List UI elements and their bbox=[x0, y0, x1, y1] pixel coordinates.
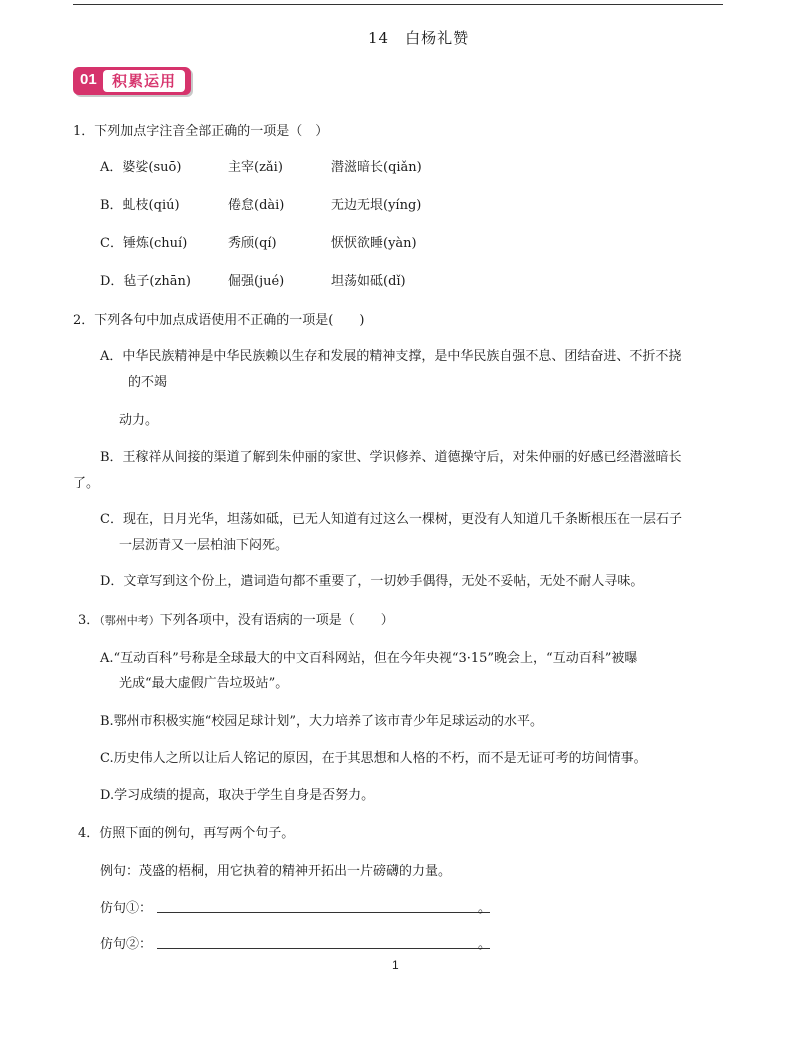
q4-blank-1-period: 。 bbox=[478, 901, 492, 916]
q1-option-c-2: 秀颀(qí) bbox=[228, 236, 277, 251]
q2-option-c-line2: 一层沥青又一层柏油下闷死。 bbox=[119, 538, 289, 553]
q3-option-d: D.学习成绩的提高，取决于学生自身是否努力。 bbox=[100, 788, 375, 803]
q4-blank-1-label: 仿句①： bbox=[100, 901, 153, 916]
q2-option-b-line2: 了。 bbox=[73, 476, 100, 491]
page-title: 14 白杨礼赞 bbox=[368, 29, 470, 47]
q1-option-b-2: 倦怠(dài) bbox=[228, 198, 285, 213]
q1-option-b-1: B．虬枝(qiú) bbox=[100, 198, 180, 213]
page-number: 1 bbox=[392, 958, 399, 972]
q2-option-b-line1: B．王稼祥从间接的渠道了解到朱仲丽的家世、学识修养、道德操守后，对朱仲丽的好感已经潜滋暗长 bbox=[100, 450, 682, 465]
q1-option-a-2: 主宰(zǎi) bbox=[228, 160, 283, 175]
q1-option-d-1: D．毡子(zhān) bbox=[100, 274, 191, 289]
q4-answer-line-1[interactable] bbox=[157, 912, 490, 913]
section-label: 积累运用 bbox=[103, 70, 185, 92]
section-number: 01 bbox=[80, 71, 97, 88]
q3-number: 3． bbox=[78, 613, 100, 628]
q1-option-a-3: 潜滋暗长(qiǎn) bbox=[331, 160, 422, 175]
q1-option-d-3: 坦荡如砥(dǐ) bbox=[331, 274, 406, 289]
q4-blank-2-period: 。 bbox=[478, 937, 492, 952]
q2-option-c-line1: C．现在，日月光华，坦荡如砥，已无人知道有过这么一棵树，更没有人知道几千条断根压在一层石子 bbox=[100, 512, 682, 527]
q1-option-c-3: 恹恹欲睡(yàn) bbox=[331, 236, 417, 251]
q4-example: 例句：茂盛的梧桐，用它执着的精神开拓出一片磅礴的力量。 bbox=[100, 864, 452, 879]
question-2-stem: 2．下列各句中加点成语使用不正确的一项是( ) bbox=[73, 313, 365, 328]
q3-option-b: B.鄂州市积极实施“校园足球计划”，大力培养了该市青少年足球运动的水平。 bbox=[100, 714, 543, 729]
q3-option-a-line2: 光成“最大虚假广告垃圾站”。 bbox=[119, 676, 289, 691]
question-3-stem bbox=[78, 609, 394, 628]
q1-option-b-3: 无边无垠(yíng) bbox=[331, 198, 422, 213]
top-rule bbox=[73, 4, 723, 5]
q3-option-c: C.历史伟人之所以让后人铭记的原因，在于其思想和人格的不朽，而不是无证可考的坊间情事。 bbox=[100, 751, 647, 766]
q2-option-a-line1: A．中华民族精神是中华民族赖以生存和发展的精神支撑，是中华民族自强不息、团结奋进、不折不挠 bbox=[100, 349, 682, 364]
q3-text: 下列各项中，没有语病的一项是（ ） bbox=[159, 613, 394, 628]
q2-option-d: D．文章写到这个份上，遣词造句都不重要了，一切妙手偶得，无处不妥帖，无处不耐人寻味。 bbox=[100, 574, 644, 589]
q2-option-a-line2: 的不竭 bbox=[128, 375, 168, 390]
q1-option-a-1: A．婆娑(suō) bbox=[100, 160, 182, 175]
question-4-stem: 4．仿照下面的例句，再写两个句子。 bbox=[78, 826, 295, 841]
q3-source: （鄂州中考） bbox=[99, 614, 160, 627]
question-1-stem: 1．下列加点字注音全部正确的一项是（ ） bbox=[73, 124, 329, 139]
section-badge bbox=[73, 67, 191, 95]
q4-answer-line-2[interactable] bbox=[157, 948, 490, 949]
q3-option-a-line1: A.“互动百科”号称是全球最大的中文百科网站，但在今年央视“3·15”晚会上，“互动百科”被曝 bbox=[100, 651, 638, 666]
q1-option-c-1: C．锤炼(chuí) bbox=[100, 236, 188, 251]
q2-option-a-line3: 动力。 bbox=[119, 413, 159, 428]
q1-option-d-2: 倔强(jué) bbox=[228, 274, 285, 289]
q4-blank-2-label: 仿句②： bbox=[100, 937, 153, 952]
